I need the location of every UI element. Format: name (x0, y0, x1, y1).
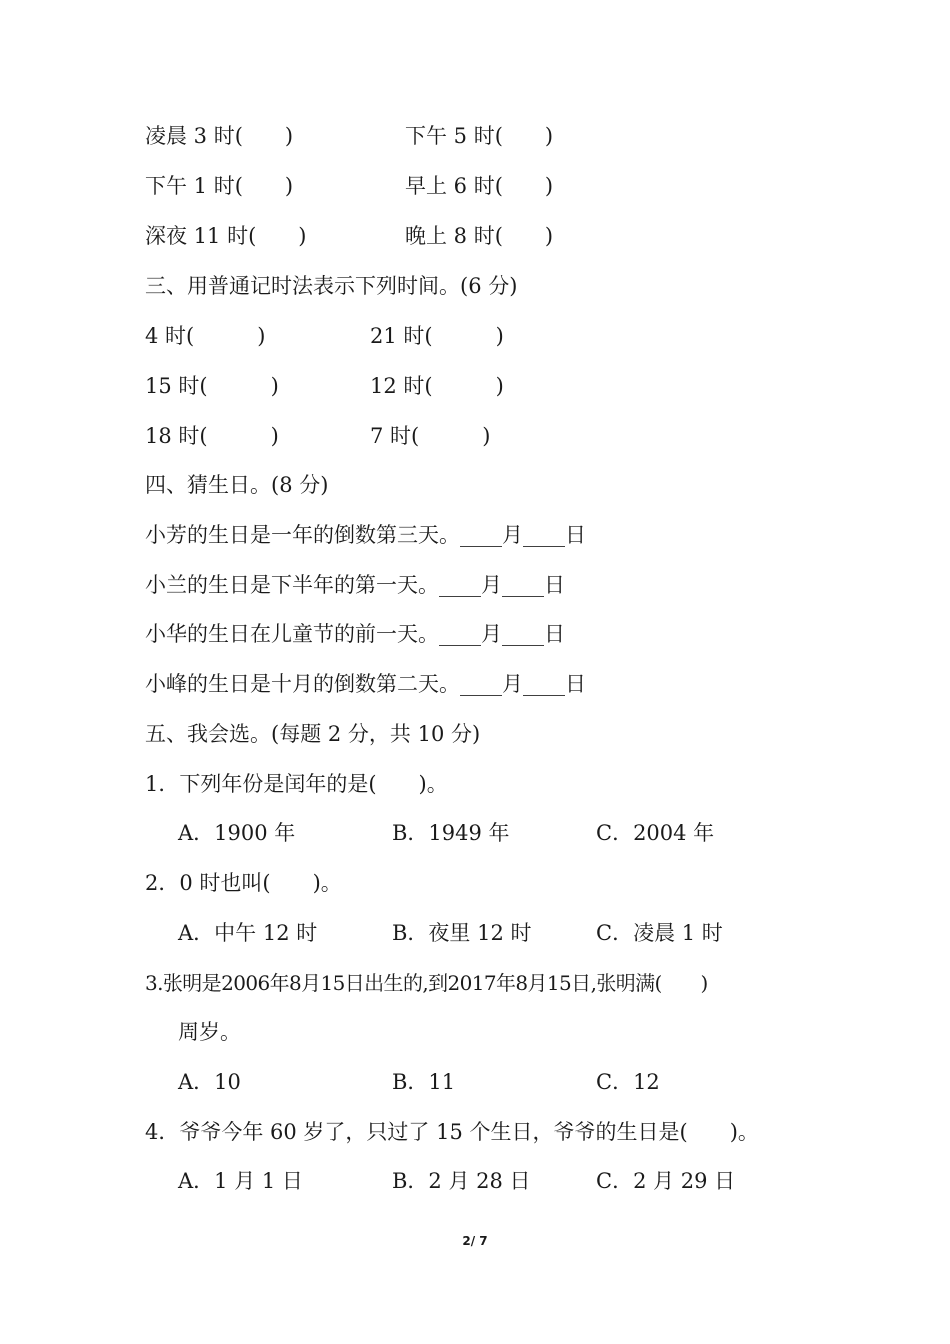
time-row (145, 171, 845, 201)
question-1-stem: 1．下列年份是闰年的是( )。 (145, 772, 448, 796)
option-b: B．11 (392, 1070, 456, 1094)
birthday-question: 小华的生日在儿童节的前一天。____月____日 (145, 622, 565, 646)
birthday-question: 小峰的生日是十月的倒数第二天。____月____日 (145, 672, 586, 696)
option-a: A．10 (178, 1070, 241, 1094)
page-number: 2/ 7 (462, 1234, 488, 1248)
option-a: A．中午 12 时 (178, 921, 318, 945)
time-item: 深夜 11 时( ) (145, 224, 307, 248)
section-5-title: 五、我会选。(每题 2 分，共 10 分) (145, 722, 481, 746)
option-b: B．2 月 28 日 (392, 1169, 531, 1193)
time-item: 晚上 8 时( ) (405, 224, 554, 248)
question-3-options (178, 1067, 818, 1097)
time-row (145, 221, 845, 251)
time-item: 18 时( ) (145, 424, 279, 448)
time-row (145, 421, 845, 451)
time-item: 15 时( ) (145, 374, 279, 398)
question-3-stem-cont: 周岁。 (178, 1020, 241, 1044)
option-c: C．2 月 29 日 (596, 1169, 736, 1193)
option-c: C．凌晨 1 时 (596, 921, 723, 945)
time-item: 下午 5 时( ) (405, 124, 554, 148)
birthday-question: 小芳的生日是一年的倒数第三天。____月____日 (145, 523, 586, 547)
time-item: 12 时( ) (370, 374, 504, 398)
time-item: 凌晨 3 时( ) (145, 124, 294, 148)
option-b: B．夜里 12 时 (392, 921, 532, 945)
time-item: 21 时( ) (370, 324, 504, 348)
question-2-options (178, 918, 818, 948)
section-3-title: 三、用普通记时法表示下列时间。(6 分) (145, 274, 518, 298)
time-item: 4 时( ) (145, 324, 266, 348)
section-4-title: 四、猜生日。(8 分) (145, 473, 329, 497)
time-row (145, 321, 845, 351)
question-4-options (178, 1166, 818, 1196)
question-4-stem: 4．爷爷今年 60 岁了，只过了 15 个生日，爷爷的生日是( )。 (145, 1120, 759, 1144)
question-3-stem: 3.张明是2006年8月15日出生的,到2017年8月15日,张明满( ) (145, 971, 708, 995)
time-row (145, 121, 845, 151)
option-c: C．12 (596, 1070, 660, 1094)
option-a: A．1 月 1 日 (178, 1169, 303, 1193)
time-row (145, 371, 845, 401)
time-item: 早上 6 时( ) (405, 174, 554, 198)
time-item: 下午 1 时( ) (145, 174, 294, 198)
option-c: C．2004 年 (596, 821, 715, 845)
question-2-stem: 2．0 时也叫( )。 (145, 871, 342, 895)
question-1-options (178, 818, 818, 848)
option-b: B．1949 年 (392, 821, 510, 845)
option-a: A．1900 年 (178, 821, 296, 845)
birthday-question: 小兰的生日是下半年的第一天。____月____日 (145, 573, 565, 597)
time-item: 7 时( ) (370, 424, 491, 448)
